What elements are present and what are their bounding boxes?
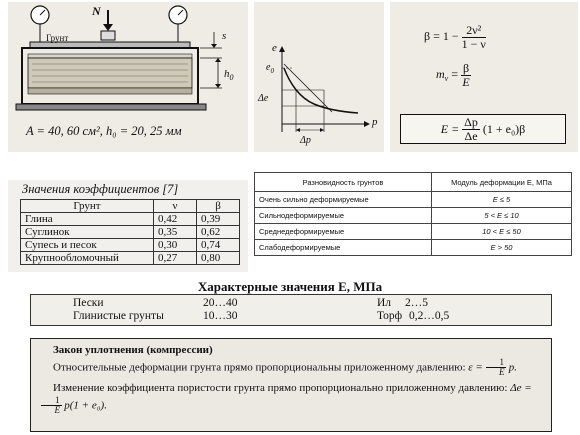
e-item-value: 0,2…0,5 [409,310,450,322]
deform-header-modulus: Модуль деформации E, МПа [432,173,572,192]
apparatus-panel [8,2,248,152]
table-row: Глина 0,42 0,39 [21,213,240,226]
table-row: Сильнодеформируемые 5 < E ≤ 10 [255,208,572,224]
table-row: Супесь и песок 0,30 0,74 [21,239,240,252]
compression-law-box [30,338,552,432]
coef-table [20,199,240,265]
formulas-panel [390,2,578,152]
delta-p-label: Δp [300,135,311,146]
compression-curve-panel [254,2,384,152]
mv-formula: $m_v$ = $\frac{\beta}{E}$ [436,61,470,89]
coef-table-panel [8,180,248,272]
e-item-name: Торф [377,310,403,322]
modulus-formula-box: E = $\frac{\Delta p}{\Delta e}$ (1 + e₀)β [400,114,566,144]
apparatus-caption: A = 40, 60 см², h₀ = 20, 25 мм [26,124,182,138]
deformation-table [254,172,572,256]
law-paragraph-2: Изменение коэффициента пористости грунта прямо пропорционально приложенному давлению: Δe = $\frac{1}{E}$ p(1 + e₀). [41,380,541,416]
e-item-value: 2…5 [405,297,428,309]
beta-formula: β = 1 − $\frac{\text{2ν²}}{1 - \nu}$ [424,23,486,51]
coef-header-nu: ν [154,200,197,213]
e-item-name: Ил [377,297,392,309]
axis-p-label: p [372,116,378,128]
axis-e-label: e [272,42,277,54]
height-label: $h_0$ [224,68,234,83]
e-item-name: Глинистые грунты [73,310,164,322]
e-values-box [30,294,552,326]
frame-label: Грунт [46,33,69,43]
e-item-name: Пески [73,297,104,309]
load-label: N [92,4,101,18]
law-paragraph-1: Относительные деформации грунта прямо пропорциональны приложенному давлению: ε = $\frac{1}{E}$ p. [53,357,518,378]
compression-curve [254,2,384,152]
e-item-value: 10…30 [203,310,238,322]
deform-header-type: Разновидность грунтов [255,173,432,192]
coef-table-title: Значения коэффициентов [7] [22,182,179,196]
dial-gauge-right [169,6,187,42]
table-row: Среднедеформируемые 10 < E ≤ 50 [255,224,572,240]
coef-header-soil: Грунт [21,200,154,213]
e-values-title: Характерные значения E, МПа [197,279,383,294]
table-row: Очень сильно деформируемые E ≤ 5 [255,192,572,208]
delta-e-label: Δe [258,93,269,104]
table-row: Крупнообломочный 0,27 0,80 [21,252,240,265]
law-title: Закон уплотнения (компрессии) [53,344,213,356]
e-item-value: 20…40 [203,297,238,309]
coef-header-beta: β [197,200,240,213]
table-row: Слабодеформируемые E > 50 [255,240,572,256]
e0-label: $e_0$ [266,62,274,75]
settlement-label: s [222,30,227,42]
table-row: Суглинок 0,35 0,62 [21,226,240,239]
soil-sample [28,58,192,88]
oedometer-diagram [8,2,248,122]
load-arrow [101,10,115,40]
